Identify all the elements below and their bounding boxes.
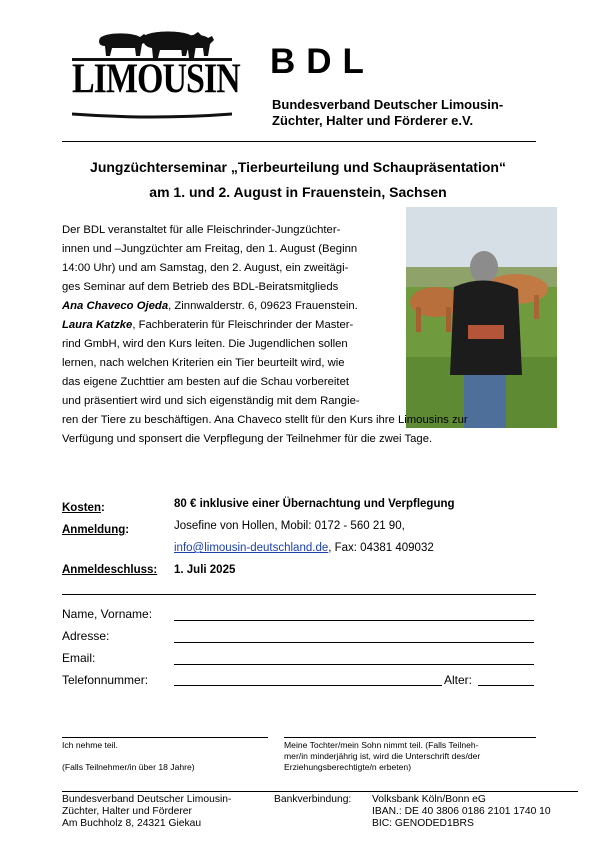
trainer-role: , Fachberaterin für Fleischrinder der Master- [132, 319, 354, 331]
host-address: , Zinnwalderstr. 6, 09623 Frauenstein. [168, 300, 358, 312]
org-line-1: Bundesverband Deutscher Limousin- [272, 97, 504, 112]
sig-left-1: Ich nehme teil. [62, 740, 118, 750]
signature-note-left [62, 740, 195, 773]
org-line-2: Züchter, Halter und Förderer e.V. [272, 113, 474, 128]
sig-right-2: mer/in minderjährig ist, wird die Unterschrift des/der [284, 751, 481, 761]
body-line: ren der Tiere zu beschäftigen. Ana Chaveco stellt für den Kurs ihre Limousins zur [62, 414, 468, 426]
host-name: Ana Chaveco Ojeda [62, 300, 169, 312]
body-line: Der BDL veranstaltet für alle Fleischrinder-Jungzüchter- [62, 224, 341, 236]
email-link[interactable]: info@limousin-deutschland.de [174, 542, 329, 554]
footer-address [62, 794, 231, 830]
form-divider-top [62, 594, 536, 595]
bank-name: Volksbank Köln/Bonn eG [372, 794, 486, 805]
alter-label: Alter: [444, 673, 473, 687]
anmeldeschluss-label: Anmeldeschluss: [62, 564, 158, 576]
seminar-title-line-1: Jungzüchterseminar „Tierbeurteilung und Schaupräsentation“ [90, 159, 506, 175]
logo-word: LIMOUSIN [72, 56, 240, 103]
kosten-label: Kosten: [62, 502, 105, 514]
logo-underline [72, 108, 232, 122]
body-line: rind GmbH, wird den Kurs leiten. Die Jugendlichen sollen [62, 338, 348, 350]
alter-field[interactable] [478, 685, 534, 686]
signature-line-left[interactable] [62, 737, 268, 738]
anmeldung-label: Anmeldung: [62, 524, 130, 536]
kosten-value: 80 € inklusive einer Übernachtung und Verpflegung [174, 498, 455, 510]
body-line-trainer [62, 316, 468, 335]
bank-iban: IBAN.: DE 40 3806 0186 2101 1740 10 [372, 806, 551, 817]
footer-divider [62, 791, 578, 792]
footer-addr-3: Am Buchholz 8, 24321 Giekau [62, 818, 202, 829]
name-label: Name, Vorname: [62, 607, 153, 621]
anmeldung-value: Josefine von Hollen, Mobil: 0172 - 560 21 90, [174, 520, 405, 532]
body-line-host [62, 297, 468, 316]
body-line: und präsentiert wird und sich eigenständig mit dem Rangie- [62, 395, 360, 407]
signature-note-right [284, 740, 480, 773]
footer-addr-1: Bundesverband Deutscher Limousin- [62, 794, 232, 805]
seminar-title-line-2: am 1. und 2. August in Frauenstein, Sachsen [149, 184, 447, 200]
body-line: das eigene Zuchttier am besten auf die Schau vorbereitet [62, 376, 349, 388]
bank-bic: BIC: GENODED1BRS [372, 818, 474, 829]
body-line: 14:00 Uhr) und am Samstag, den 2. August, ein zweitägi- [62, 262, 349, 274]
footer-addr-2: Züchter, Halter und Förderer [62, 806, 192, 817]
sig-right-3: Erziehungsberechtigte/n erbeten) [284, 762, 412, 772]
email-field[interactable] [174, 664, 534, 665]
footer-bank-details [372, 794, 551, 830]
body-line: ges Seminar auf dem Betrieb des BDL-Beiratsmitglieds [62, 281, 339, 293]
contact-line [174, 542, 434, 554]
fax-number: , Fax: 04381 409032 [328, 542, 434, 554]
telefon-label: Telefonnummer: [62, 673, 149, 687]
body-line: lernen, nach welchen Kriterien ein Tier beurteilt wird, wie [62, 357, 345, 369]
sig-left-2: (Falls Teilnehmer/in über 18 Jahre) [62, 762, 195, 772]
signature-line-right[interactable] [284, 737, 536, 738]
body-line: innen und –Jungzüchter am Freitag, den 1. August (Beginn [62, 243, 358, 255]
adresse-field[interactable] [174, 642, 534, 643]
anmeldeschluss-value: 1. Juli 2025 [174, 564, 236, 576]
bdl-heading: BDL [270, 42, 375, 81]
body-text [62, 221, 468, 449]
header-divider [62, 141, 536, 142]
email-label: Email: [62, 651, 96, 665]
name-field[interactable] [174, 620, 534, 621]
adresse-label: Adresse: [62, 629, 110, 643]
telefon-field[interactable] [174, 685, 442, 686]
footer-bank-label: Bankverbindung: [274, 794, 352, 805]
trainer-name: Laura Katzke [62, 319, 133, 331]
sig-right-1: Meine Tochter/mein Sohn nimmt teil. (Falls Teilneh- [284, 740, 479, 750]
body-line: Verfügung und sponsert die Verpflegung der Teilnehmer für die zwei Tage. [62, 433, 433, 445]
organization-name [272, 97, 562, 129]
